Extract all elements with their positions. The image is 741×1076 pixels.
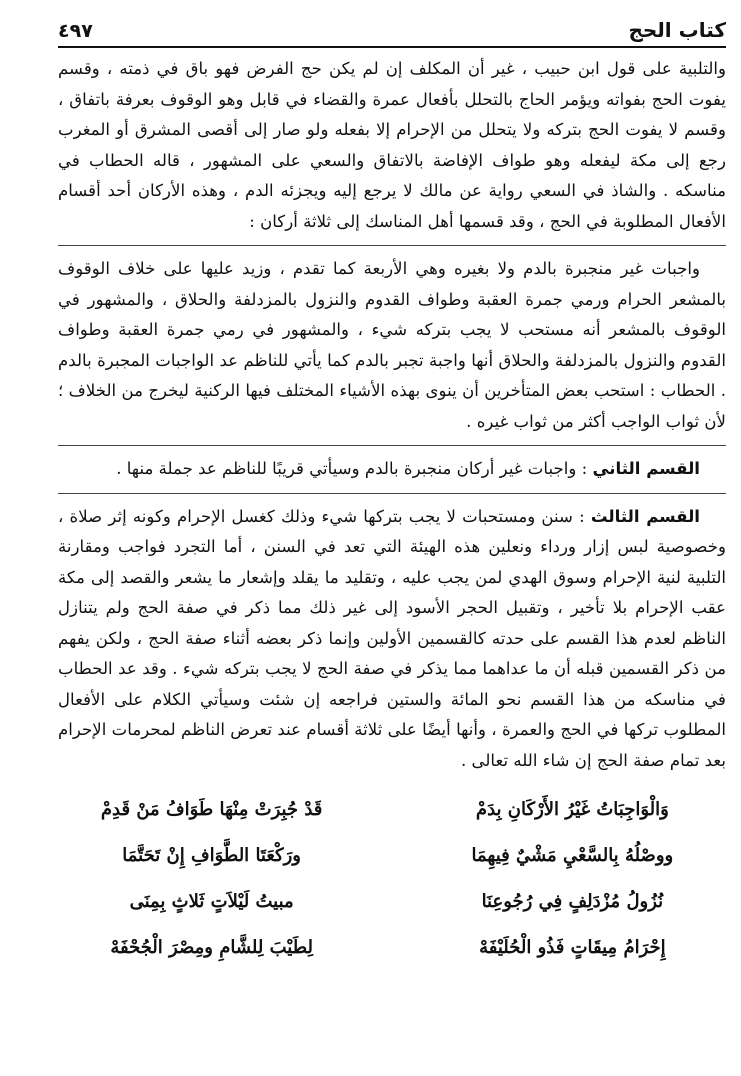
paragraph-4: [58, 502, 726, 777]
section-divider: [58, 493, 726, 494]
verse-row: [58, 878, 726, 924]
section-divider: [58, 445, 726, 446]
document-page: [58, 14, 726, 970]
verse-second-hemistich: ورَكْعَتَا الطَّوَافِ إِنْ تَحَتَّمَا: [122, 844, 301, 866]
verse-second-hemistich: قَدْ جُبِرَتْ مِنْهَا طَوَافُ مَنْ قَدِمْ: [100, 798, 323, 820]
verse-second-hemistich: لِطَيْبَ لِلشَّامِ ومِصْرَ الْجُحْفَهْ: [110, 936, 313, 958]
paragraph-1: والتلبية على قول ابن حبيب ، غير أن المكلف إن لم يكن حج الفرض فهو باق في ذمته ، وقسم يفوت الحج بفواته ويؤمر الحاج بالتحلل بأفعال عمرة والقضاء في قابل وهو الوقوف بعرفة باتفاق ، وقسم لا يفوت الحج بتركه ولا يتحلل من الإحرام إلا بفعله ولو صار إلى أقصى المشرق أو المغرب رجع إلى مكة ليفعله وهو طواف الإفاضة بالاتفاق والسعي على المشهور ، قاله الحطاب في مناسكه . والشاذ في السعي رواية عن مالك لا يرجع إليه ويجزئه الدم ، وهذه الأركان أحد أقسام الأفعال المطلوبة في الحج ، وقد قسمها أهل المناسك إلى ثلاثة أركان :: [58, 59, 726, 231]
verse-first-hemistich: إِحْرَامُ مِيقَاتٍ فَذُو الْحُلَيْفَهْ: [479, 936, 666, 958]
section-two-heading: القسم الثاني: [592, 459, 700, 478]
page-number: ٤٩٧: [58, 20, 93, 42]
poem-verses: [58, 786, 726, 970]
verse-first-hemistich: نُزُولُ مُزْدَلِفٍ فِي رُجُوعِنَا: [481, 890, 664, 912]
section-divider: [58, 245, 726, 246]
verse-row: [58, 786, 726, 832]
section-two-text: : واجبات غير أركان منجبرة بالدم وسيأتي قريبًا للناظم عد جملة منها .: [116, 459, 593, 478]
verse-second-hemistich: مبيتُ لَيْلاَتٍ ثَلاثٍ بِمِنَى: [129, 890, 294, 912]
verse-first-hemistich: ووصْلُهُ بِالسَّعْيِ مَشْيٌ فِيهِمَا: [471, 844, 674, 866]
verse-row: [58, 924, 726, 970]
verse-first-hemistich: وَالْوَاجِبَاتُ غَيْرُ الأَرْكَانِ بِدَمْ: [475, 798, 669, 820]
page-header: [58, 14, 726, 48]
section-three-text: : سنن ومستحبات لا يجب بتركها شيء وذلك كغسل الإحرام وكونه إثر صلاة ، وخصوصية لبس إزار ورداء ونعلين هذه الهيئة التي تعد في السنن ، أما التجرد فواجب ومقارنة التلبية لنية الإحرام وسوق الهدي لمن يجب عليه ، وتقليد ما يقلد وإشعار ما يشعر والقصد إلى مكة عقب الإحرام بلا تأخير ، وتقبيل الحجر الأسود إلى غير ذلك مما ذكر في صفة الحج ولم يتنازل الناظم لعدم هذا القسم على حدته كالقسمين الأولين وإنما ذكر بعضه أثناء صفة الحج ، ولكن يفهم من ذكر القسمين قبله أن ما عداهما مما يذكر في صفة الحج لا يجب بتركه شيء . وقد عد الحطاب في مناسكه من هذا القسم نحو المائة والستين فراجعه إن شئت وسيأتي الكلام على الأفعال المطلوب تركها في الحج والعمرة ، وأنها أيضًا على ثلاثة أقسام عند تعرض الناظم لمحرمات الإحرام بعد تمام صفة الحج إن شاء الله تعالى .: [58, 506, 726, 770]
paragraph-3: [58, 454, 726, 485]
paragraph-2: واجبات غير منجبرة بالدم ولا بغيره وهي الأربعة كما تقدم ، وزيد عليها على خلاف الوقوف بالمشعر الحرام ورمي جمرة العقبة وطواف القدوم والنزول بالمزدلفة والحلاق ، والمشهور في الوقوف بالمشعر أنه مستحب لا يجب بتركه شيء ، والمشهور في رمي جمرة العقبة وطواف القدوم والنزول بالمزدلفة والحلاق أنها واجبة تجبر بالدم كما يأتي للناظم عد الواجبات المجبرة بالدم . الحطاب : استحب بعض المتأخرين أن ينوى بهذه الأشياء المختلف فيها الركنية ليخرج من الخلاف ؛ لأن ثواب الواجب أكثر من ثواب غيره .: [58, 259, 726, 431]
section-three-heading: القسم الثالث: [590, 506, 700, 526]
verse-row: [58, 832, 726, 878]
book-title: كتاب الحج: [628, 18, 726, 42]
